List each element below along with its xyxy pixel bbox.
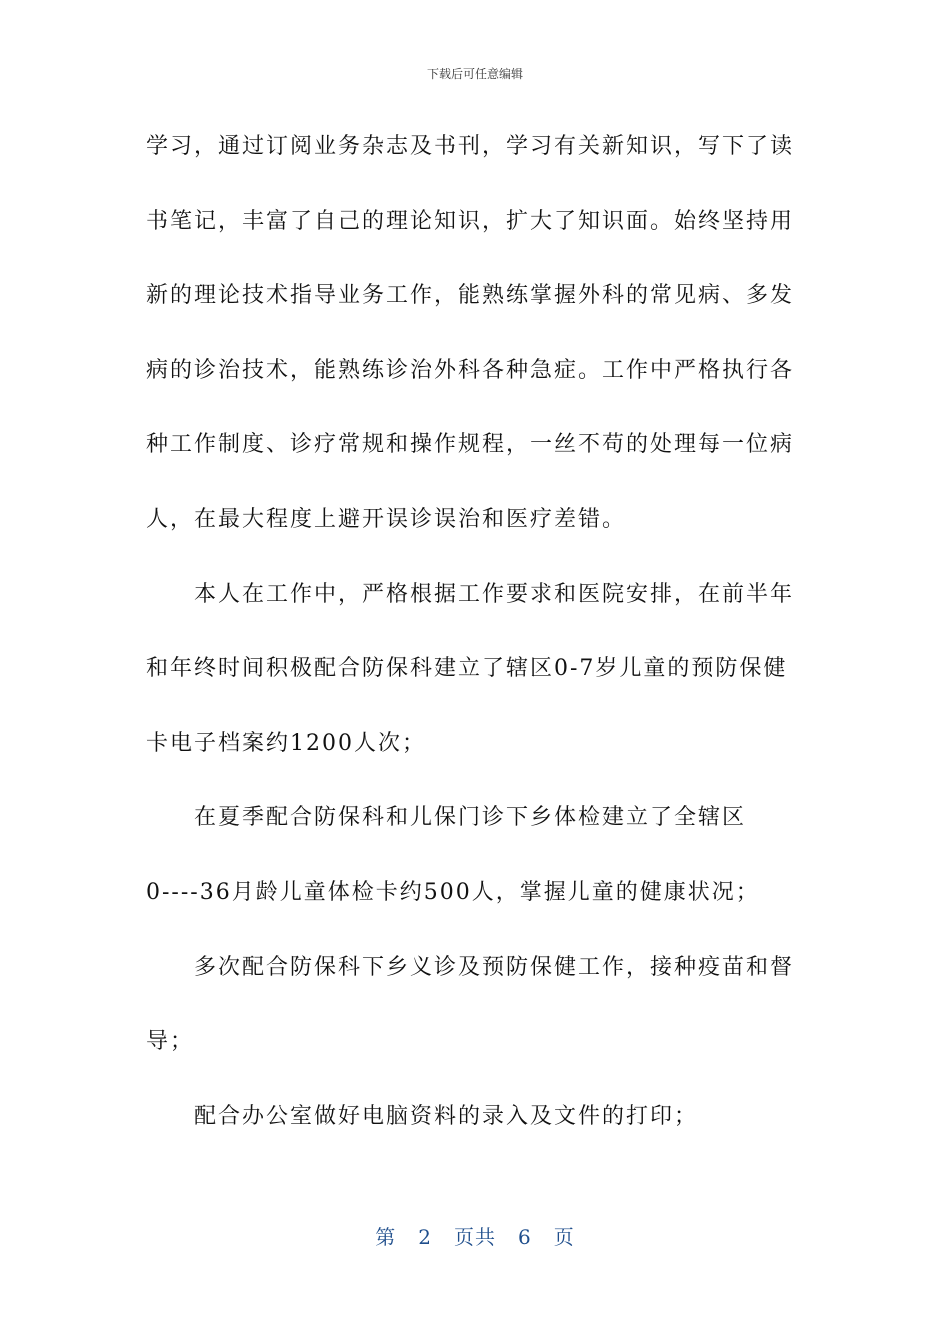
footer-current-page: 2 — [418, 1225, 432, 1249]
footer-total-pages: 6 — [518, 1225, 532, 1249]
paragraph-line: 本人在工作中，严格根据工作要求和医院安排，在前半年 — [194, 581, 795, 607]
paragraph-line: 种工作制度、诊疗常规和操作规程，一丝不苟的处理每一位病 — [146, 432, 795, 458]
page-footer — [0, 1222, 950, 1252]
paragraph-line: 学习，通过订阅业务杂志及书刊，学习有关新知识，写下了读 — [146, 134, 795, 159]
paragraph-line: 和年终时间积极配合防保科建立了辖区0-7岁儿童的预防保健 — [146, 656, 788, 682]
paragraph-line: 配合办公室做好电脑资料的录入及文件的打印； — [194, 1103, 699, 1129]
paragraph-line: 新的理论技术指导业务工作，能熟练掌握外科的常见病、多发 — [146, 283, 795, 309]
paragraph-line: 卡电子档案约1200人次； — [146, 730, 426, 756]
paragraph-line: 多次配合防保科下乡义诊及预防保健工作，接种疫苗和督 — [194, 954, 795, 980]
footer-prefix: 第 — [375, 1225, 397, 1249]
paragraph-line: 人，在最大程度上避开误诊误治和医疗差错。 — [146, 506, 627, 532]
footer-suffix: 页 — [553, 1225, 575, 1249]
paragraph-line: 书笔记，丰富了自己的理论知识，扩大了知识面。始终坚持用 — [146, 208, 795, 234]
paragraph-line: 在夏季配合防保科和儿保门诊下乡体检建立了全辖区 — [194, 805, 747, 831]
header-text: 下载后可任意编辑 — [426, 67, 523, 81]
paragraph-line: 病的诊治技术，能熟练诊治外科各种急症。工作中严格执行各 — [146, 357, 795, 383]
document-body — [146, 112, 806, 1156]
footer-middle: 页共 — [454, 1225, 496, 1249]
paragraph-line: 0----36月龄儿童体检卡约500人，掌握儿童的健康状况； — [146, 879, 760, 905]
paragraph-line: 导； — [146, 1029, 195, 1055]
page-header — [0, 66, 950, 82]
